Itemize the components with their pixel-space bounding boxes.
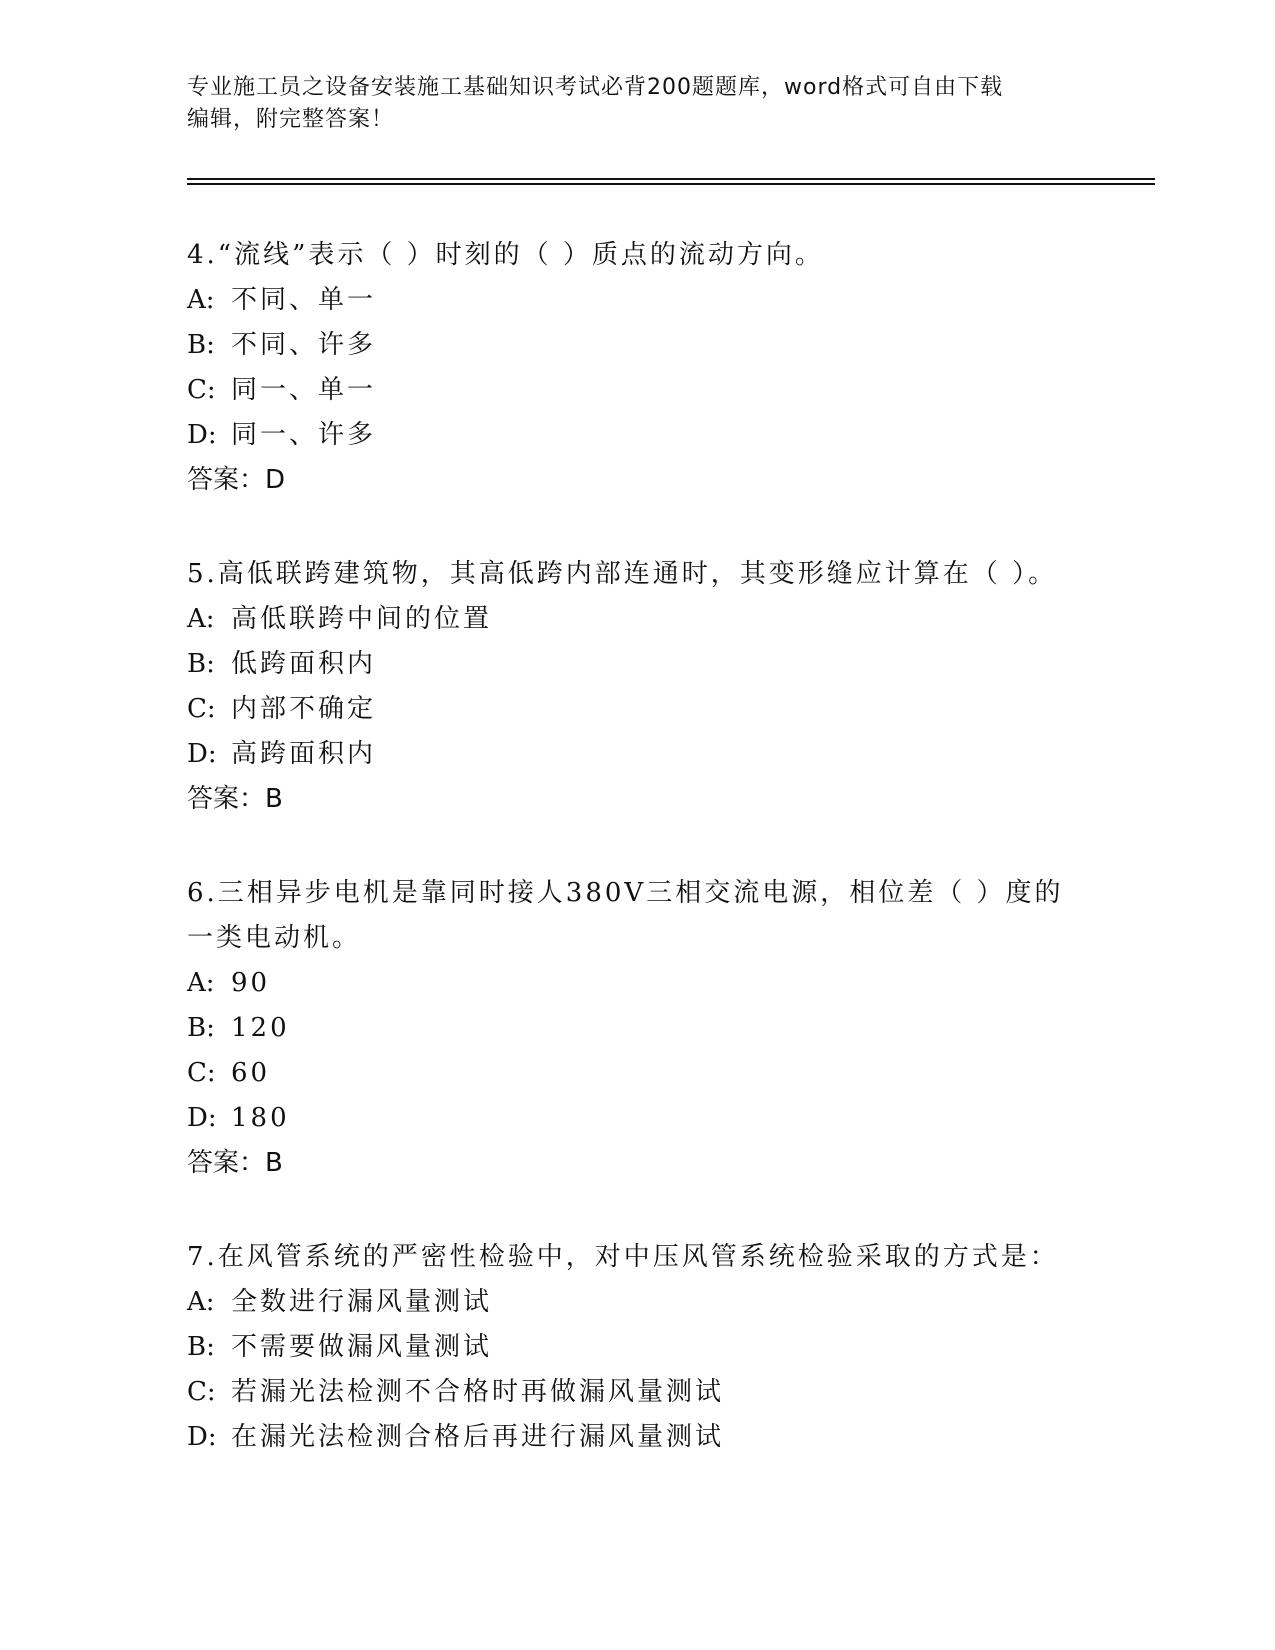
option-key: D:: [187, 1103, 217, 1133]
question-stem: 4.“流线”表示（ ）时刻的（ ）质点的流动方向。: [187, 240, 824, 270]
option-key: B:: [187, 330, 215, 360]
answer-text: 答案：D: [187, 465, 286, 495]
option-key: B:: [187, 1332, 215, 1362]
question-stem: 5.高低联跨建筑物，其高低跨内部连通时，其变形缝应计算在（ ）。: [187, 559, 1058, 589]
option-c: [187, 1370, 1087, 1415]
option-key: A:: [187, 1287, 215, 1317]
question-5: [187, 552, 1087, 822]
option-text: 全数进行漏风量测试: [231, 1287, 493, 1317]
option-key: B:: [187, 649, 215, 679]
option-text: 同一、单一: [231, 375, 377, 405]
option-d: [187, 732, 1087, 777]
option-d: [187, 1096, 1087, 1141]
option-text: 不同、单一: [231, 285, 377, 315]
answer-text: 答案：B: [187, 784, 283, 814]
option-text: 180: [231, 1103, 290, 1133]
option-text: 不同、许多: [231, 330, 377, 360]
answer-text: 答案：B: [187, 1148, 283, 1178]
option-key: A:: [187, 285, 215, 315]
option-text: 同一、许多: [231, 420, 377, 450]
option-text: 内部不确定: [231, 694, 377, 724]
option-d: [187, 413, 1087, 458]
option-text: 90: [231, 968, 271, 998]
option-a: [187, 961, 1087, 1006]
option-text: 120: [231, 1013, 290, 1043]
option-a: [187, 597, 1087, 642]
option-key: A:: [187, 968, 215, 998]
question-7: [187, 1235, 1087, 1460]
question-4: [187, 233, 1087, 503]
option-key: C:: [187, 694, 216, 724]
header-divider-top: [187, 178, 1155, 180]
header-line-1: 专业施工员之设备安装施工基础知识考试必背200题题库，word格式可自由下载: [187, 75, 1004, 100]
option-key: C:: [187, 375, 216, 405]
question-stem: 7.在风管系统的严密性检验中，对中压风管系统检验采取的方式是：: [187, 1242, 1059, 1272]
question-6: [187, 871, 1087, 1186]
option-key: B:: [187, 1013, 215, 1043]
document-header: [187, 72, 1087, 136]
option-c: [187, 687, 1087, 732]
option-key: D:: [187, 420, 217, 450]
option-b: [187, 642, 1087, 687]
question-stem: 6.三相异步电机是靠同时接人380V三相交流电源，相位差（ ）度的一类电动机。: [187, 878, 1064, 953]
option-text: 若漏光法检测不合格时再做漏风量测试: [231, 1377, 725, 1407]
header-line-2: 编辑，附完整答案！: [187, 107, 395, 132]
header-divider-bottom: [187, 183, 1155, 185]
option-text: 不需要做漏风量测试: [231, 1332, 493, 1362]
option-b: [187, 323, 1087, 368]
option-b: [187, 1325, 1087, 1370]
option-text: 60: [231, 1058, 271, 1088]
option-d: [187, 1415, 1087, 1460]
option-c: [187, 368, 1087, 413]
option-a: [187, 278, 1087, 323]
option-text: 低跨面积内: [231, 649, 377, 679]
option-text: 高跨面积内: [231, 739, 377, 769]
option-text: 高低联跨中间的位置: [231, 604, 493, 634]
option-key: D:: [187, 1422, 217, 1452]
option-text: 在漏光法检测合格后再进行漏风量测试: [231, 1422, 725, 1452]
option-c: [187, 1051, 1087, 1096]
option-key: C:: [187, 1377, 216, 1407]
option-key: A:: [187, 604, 215, 634]
option-key: C:: [187, 1058, 216, 1088]
option-a: [187, 1280, 1087, 1325]
option-b: [187, 1006, 1087, 1051]
option-key: D:: [187, 739, 217, 769]
